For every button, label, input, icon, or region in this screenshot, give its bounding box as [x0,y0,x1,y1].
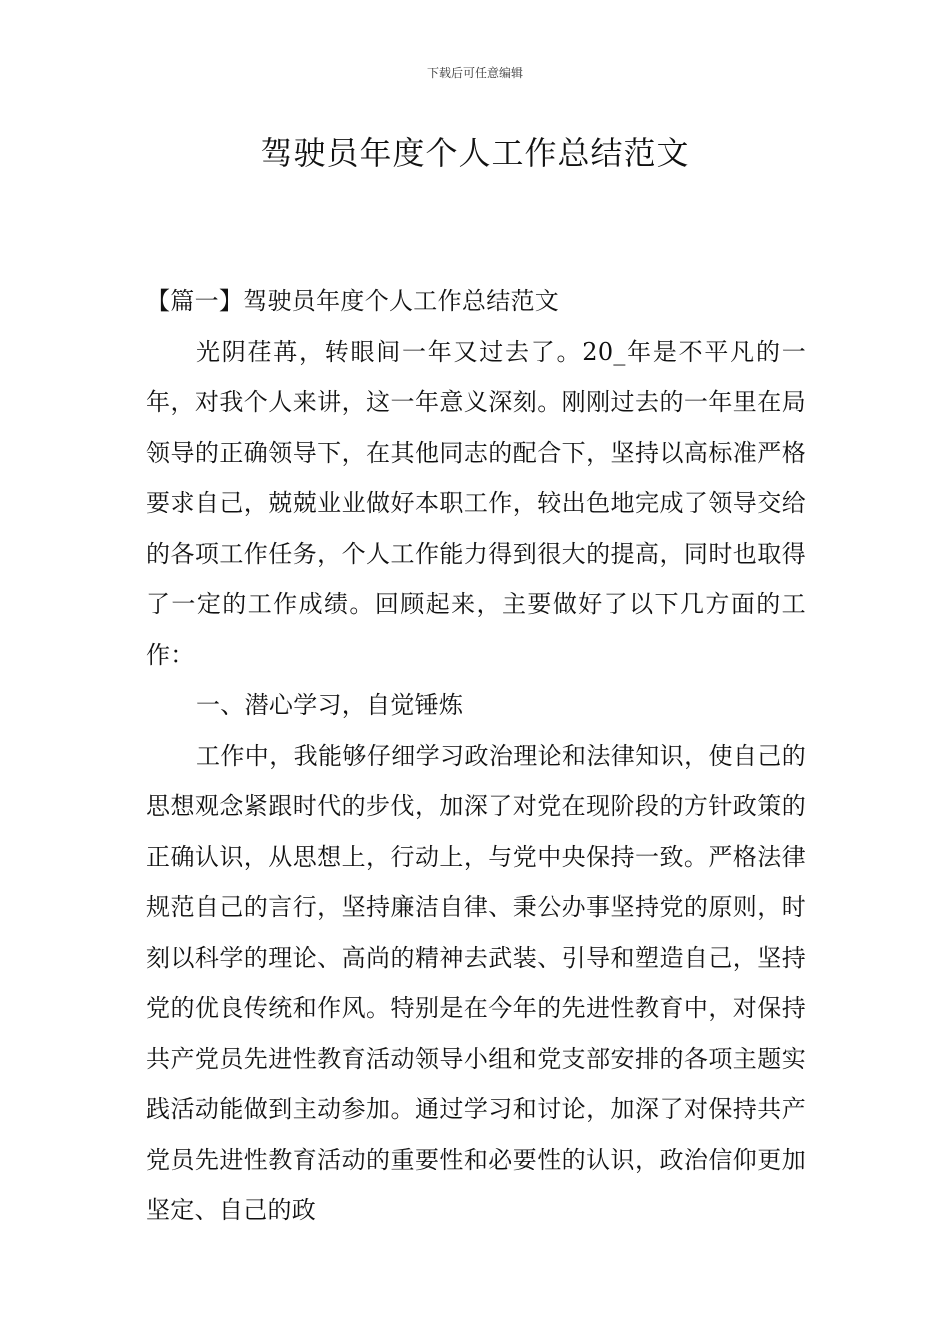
document-title: 驾驶员年度个人工作总结范文 [260,134,690,172]
subheading-study: 一、潜心学习，自觉锤炼 [196,691,464,719]
paragraph-intro: 光阴荏苒，转眼间一年又过去了。20_年是不平凡的一年，对我个人来讲，这一年意义深刻。刚刚过去的一年里在局领导的正确领导下，在其他同志的配合下，坚持以高标准严格要求自己，兢兢业业做好本职工作，较出色地完成了领导交给的各项工作任务，个人工作能力得到很大的提高，同时也取得了一定的工作成绩。回顾起来，主要做好了以下几方面的工作： [146,337,806,669]
paragraph-study: 工作中，我能够仔细学习政治理论和法律知识，使自己的思想观念紧跟时代的步伐，加深了对党在现阶段的方针政策的正确认识，从思想上，行动上，与党中央保持一致。严格法律规范自己的言行，坚持廉洁自律、秉公办事坚持党的原则，时刻以科学的理论、高尚的精神去武装、引导和塑造自己，坚持党的优良传统和作风。特别是在今年的先进性教育中，对保持共产党员先进性教育活动领导小组和党支部安排的各项主题实践活动能做到主动参加。通过学习和讨论，加深了对保持共产党员先进性教育活动的重要性和必要性的认识，政治信仰更加坚定、自己的政 [146,741,806,1224]
document-body [146,276,806,1236]
section-heading: 【篇一】驾驶员年度个人工作总结范文 [146,287,560,315]
header-note: 下载后可任意编辑 [426,66,523,80]
